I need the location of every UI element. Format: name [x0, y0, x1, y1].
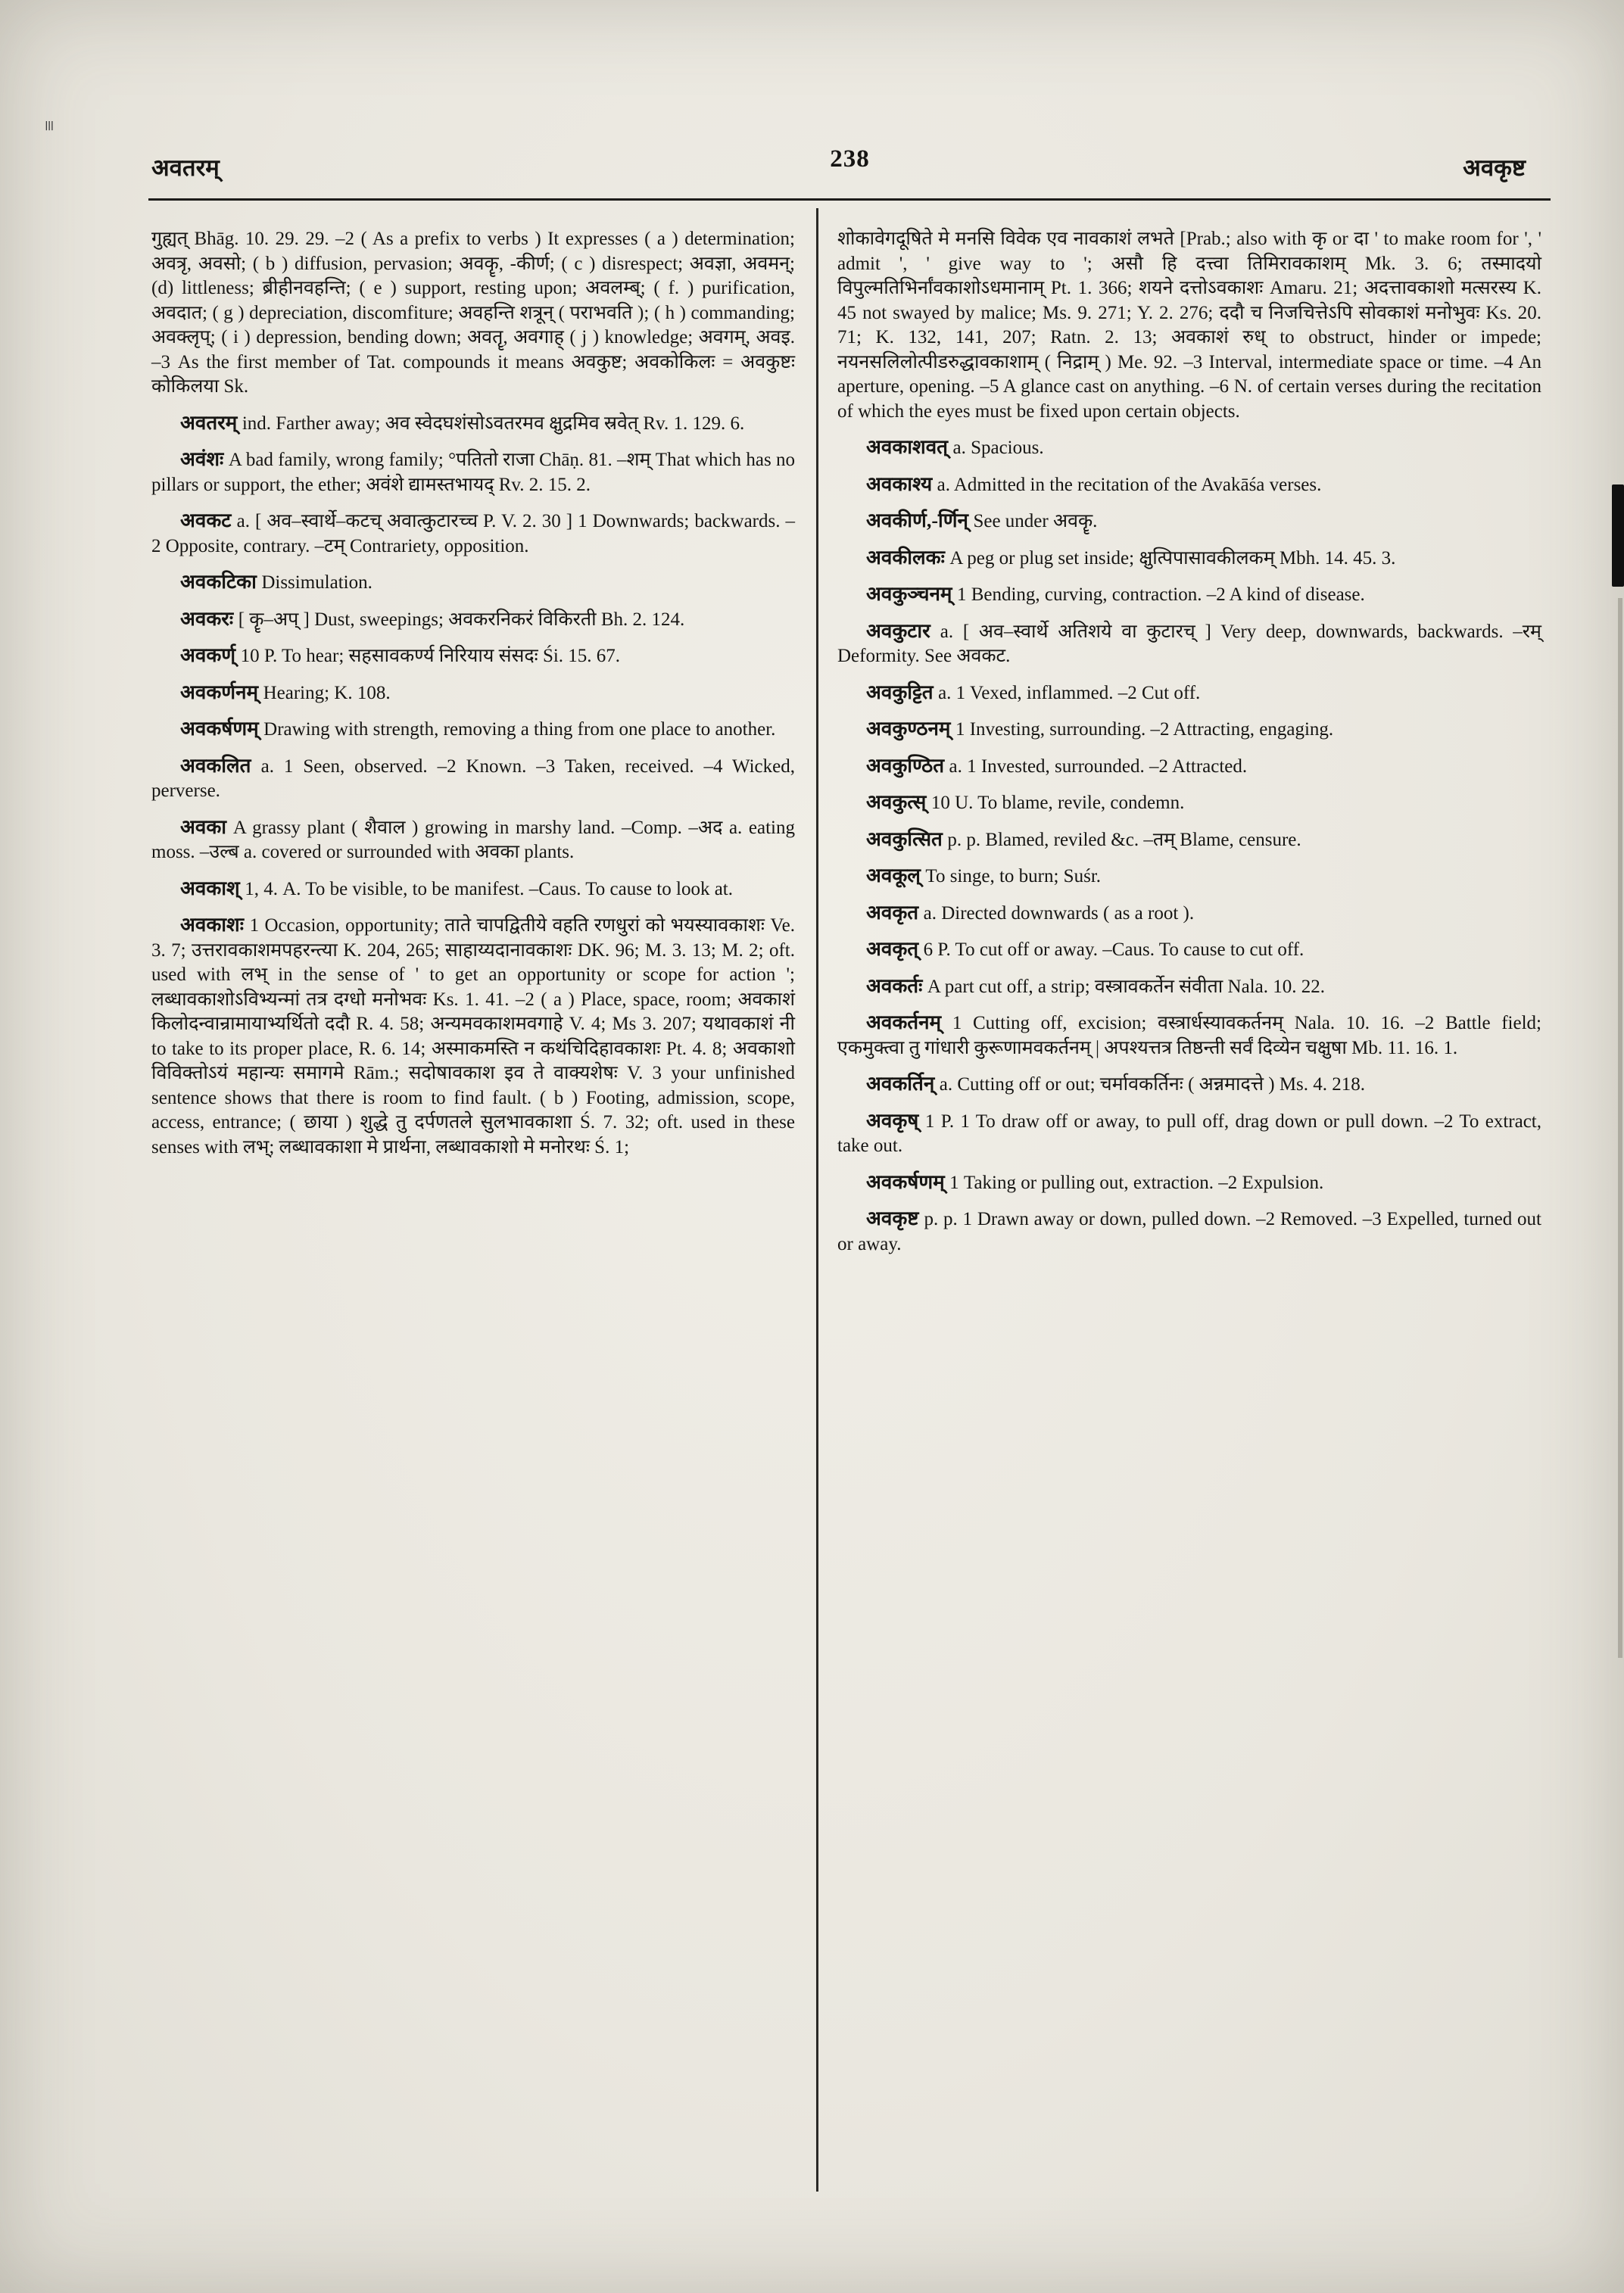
left-column: [151, 227, 795, 1267]
entry-headword: अवकर्षणम्: [866, 1170, 950, 1193]
dictionary-entry: [837, 435, 1541, 461]
entry-headword: अवकर्ण्: [180, 644, 241, 666]
scan-artifact-edge: [1618, 598, 1622, 1658]
dictionary-entry: [837, 545, 1541, 572]
dictionary-entry: [151, 876, 795, 902]
right-column: [837, 227, 1541, 1267]
dictionary-entry: [837, 827, 1541, 853]
entry-headword: अवकरः: [180, 607, 238, 630]
dictionary-entry: [151, 569, 795, 596]
dictionary-entry: [151, 753, 795, 804]
dictionary-entry: [837, 863, 1541, 889]
entry-body: 1 Taking or pulling out, extraction. –2 Expulsion.: [949, 1172, 1324, 1193]
entry-headword: अवकटिका: [180, 571, 262, 593]
dictionary-entry: [837, 227, 1541, 424]
dictionary-entry: [837, 936, 1541, 963]
entry-headword: अवकुण्ठनम्: [866, 718, 955, 740]
dictionary-entry: [837, 900, 1541, 927]
entry-body: a. 1 Invested, surrounded. –2 Attracted.: [949, 756, 1248, 777]
entry-body: a. 1 Seen, observed. –2 Known. –3 Taken, received. –4 Wicked, perverse.: [151, 756, 795, 801]
entry-headword: अवकृष्: [866, 1109, 925, 1132]
entry-headword: अवकूल्: [866, 865, 926, 886]
dictionary-entry: [837, 472, 1541, 498]
dictionary-entry: [837, 1071, 1541, 1098]
entry-headword: अवका: [180, 815, 233, 838]
entry-headword: अवकलित: [180, 754, 261, 777]
entry-body: a. Spacious.: [952, 438, 1044, 458]
entry-body: Dissimulation.: [261, 572, 372, 593]
dictionary-entry: [837, 1010, 1541, 1061]
dictionary-entry: [151, 447, 795, 497]
entry-body: ind. Farther away; अव स्वेदघशंसोऽवतरमव क्षुद्रमिव स्रवेत् Rv. 1. 129. 6.: [242, 413, 745, 434]
entry-headword: अवकुञ्चनम्: [866, 583, 957, 605]
dictionary-entry: [837, 790, 1541, 816]
dictionary-entry: [151, 606, 795, 633]
entry-headword: अवंशः: [180, 448, 229, 470]
entry-body: 1 Cutting off, excision; वस्त्रार्धस्यावकर्तनम् Nala. 10. 16. –2 Battle field; एकमुक्त्वा तु गांधारी कुरूणामवकर्तनम् | अपश्यत्तत्र तिष्ठन्ती सर्वं दिव्येन चक्षुषा Mb. 11. 16. 1.: [837, 1013, 1541, 1058]
entry-body: 10 U. To blame, revile, condemn.: [930, 793, 1185, 813]
scan-artifact-bar: [1612, 484, 1624, 587]
dictionary-entry: [837, 974, 1541, 1000]
entry-body: शोकावेगदूषिते मे मनसि विवेक एव नावकाशं लभते [Prab.; also with कृ or दा ' to make room for ', ' admit ', ' give way to '; असौ हि दत्त्वा तिमिरावकाशम् Mk. 3. 6; तस्मादयो विपुल्मतिभिर्नांवकाशोऽधमानाम् Pt. 1. 366; शयने दत्तोऽवकाशः Amaru. 21; अदत्तावकाशो मत्सरस्य K. 45 not swayed by malice; Ms. 9. 271; Y. 2. 276; ददौ च निजचित्तेऽपि सोवकाशं मनोभुवः Ks. 20. 71; K. 132, 141, 207; Ratn. 2. 13; अवकाशं रुध् to obstruct, hinder or impede; नयनसलिलोत्पीडरुद्धावकाशाम् ( निद्राम् ) Me. 92. –3 Interval, intermediate space or time. –4 An aperture, opening. –5 A glance cast on anything. –6 N. of certain verses during the recitation of which the eyes must be fixed upon certain objects.: [837, 229, 1541, 422]
entry-body: Hearing; K. 108.: [263, 682, 391, 703]
entry-headword: अवकुत्स्: [866, 791, 931, 813]
dictionary-entry: [151, 680, 795, 706]
entry-body: See under अवकॄ.: [973, 511, 1098, 531]
dictionary-entry: [151, 410, 795, 437]
dictionary-entry: [151, 227, 795, 400]
entry-headword: अवकर्तनम्: [866, 1011, 952, 1033]
entry-body: To singe, to burn; Suśr.: [925, 866, 1102, 886]
entry-body: a. Directed downwards ( as a root ).: [923, 902, 1195, 924]
entry-body: गुह्यत् Bhāg. 10. 29. 29. –2 ( As a prefix to verbs ) It expresses ( a ) determination; अवत्रृ, अवसो; ( b ) diffusion, pervasion; अवकॄ, -कीर्ण; ( c ) disrespect; अवज्ञा, अवमन्; (d) littleness; ब्रीहीनवहन्ति; ( e ) support, resting upon; अवलम्ब्; ( f. ) purification, अवदात; ( g ) depreciation, discomfiture; अवहन्ति शत्रून् ( पराभवति ); ( h ) commanding; अवक्लृप्; ( i ) depression, bending down; अवतॄ, अवगाह् ( j ) knowledge; अवगम्, अवइ. –3 As the first member of Tat. compounds it means अवकुष्ट; अवकोकिलः = अवकुष्टः कोकिलया Sk.: [151, 229, 795, 397]
entry-body: [ कॄ–अप् ] Dust, sweepings; अवकरनिकरं विकिरती Bh. 2. 124.: [238, 609, 685, 630]
entry-body: p. p. Blamed, reviled &c. –तम् Blame, censure.: [947, 829, 1301, 850]
dictionary-entry: [151, 912, 795, 1160]
entry-headword: अवकीर्ण,-र्णिन्: [866, 509, 974, 531]
dictionary-entry: [151, 508, 795, 559]
header-headword-left: अवतरम्: [151, 154, 220, 181]
entry-body: 1 Investing, surrounding. –2 Attracting, engaging.: [955, 719, 1334, 740]
entry-headword: अवकर्तिन्: [866, 1073, 940, 1095]
header-headword-right: अवकृष्ट: [1463, 154, 1526, 181]
dictionary-entry: [837, 618, 1541, 669]
header-rule: [148, 198, 1551, 201]
text-columns: [151, 227, 1548, 1267]
dictionary-entry: [837, 1206, 1541, 1257]
entry-body: A grassy plant ( शैवाल ) growing in marshy land. –Comp. –अद a. eating moss. –उल्ब a. covered or surrounded with अवका plants.: [151, 817, 795, 862]
dictionary-entry: [837, 581, 1541, 608]
entry-headword: अवकर्णनम्: [180, 681, 263, 703]
dictionary-entry: [837, 753, 1541, 780]
dictionary-entry: [837, 716, 1541, 743]
page-number: 238: [830, 145, 870, 173]
entry-headword: अवतरम्: [180, 411, 242, 434]
entry-headword: अवकर्तः: [866, 974, 927, 997]
entry-body: 1 Occasion, opportunity; ताते चापद्वितीये वहति रणधुरां को भयस्यावकाशः Ve. 3. 7; उत्तरावकाशमपहरन्त्या K. 204, 265; साहाय्यदानावकाशः DK. 96; M. 3. 13; M. 2; oft. used with लभ् in the sense of ' to get an opportunity or scope for action '; लब्धावकाशोऽविभ्यन्मां तत्र दग्धो मनोभवः Ks. 1. 41. –2 ( a ) Place, space, room; अवकाशं किलोदन्वान्रामायाभ्यर्थितो ददौ R. 4. 58; अन्यमवकाशमवगाहे V. 4; Ms 3. 207; यथावकाशं नी to take to its proper place, R. 6. 14; अस्माकमस्ति न कथंचिदिहावकाशः Pt. 4. 8; अवकाशो विविक्तोऽयं महान्यः समागमे Rām.; सदोषावकाश इव ते वाक्यशेषः V. 3 your unfinished sentence shows that there is room to find fault. ( b ) Footing, admission, scope, access, entrance; ( छाया ) शुद्धे तु दर्पणतले सुलभावकाशा Ś. 7. 32; oft. used in these senses with लभ्; लब्धावकाशा मे प्रार्थना, लब्धावकाशो मे मनोरथः Ś. 1;: [151, 915, 795, 1157]
entry-body: A part cut off, a strip; वस्त्रावकर्तेन संवीता Nala. 10. 22.: [927, 976, 1325, 997]
entry-headword: अवकृत: [866, 901, 924, 924]
entry-headword: अवकर्षणम्: [180, 718, 264, 740]
dictionary-entry: [151, 643, 795, 669]
entry-body: a. [ अव–स्वार्थे अतिशये वा कुटारच् ] Very deep, downwards, backwards. –रम् Deformity. See अवकट.: [837, 621, 1541, 666]
entry-headword: अवकृत्: [866, 938, 924, 960]
entry-body: a. [ अव–स्वार्थे–कटच् अवात्कुटारच्च P. V. 2. 30 ] 1 Downwards; backwards. –2 Opposite, contrary. –टम् Contrariety, opposition.: [151, 511, 795, 556]
entry-headword: अवकाशः: [180, 914, 250, 936]
dictionary-entry: [837, 508, 1541, 534]
entry-headword: अवकुत्सित: [866, 827, 948, 850]
entry-body: 1 P. 1 To draw off or away, to pull off, drag down or pull down. –2 To extract, take out.: [837, 1111, 1541, 1156]
page-header: [151, 145, 1548, 183]
margin-mark: ≡: [38, 120, 61, 130]
entry-body: A bad family, wrong family; °पतितो राजा Chāṇ. 81. –शम् That which has no pillars or support, the ether; अवंशे द्यामस्तभायद् Rv. 2. 15. 2.: [151, 450, 795, 495]
entry-body: a. 1 Vexed, inflammed. –2 Cut off.: [938, 682, 1201, 703]
entry-headword: अवकीलकः: [866, 546, 950, 569]
dictionary-entry: [151, 716, 795, 743]
entry-body: Drawing with strength, removing a thing from one place to another.: [263, 719, 776, 740]
entry-headword: अवकुण्ठित: [866, 754, 949, 777]
entry-headword: अवकाश्: [180, 877, 245, 899]
entry-headword: अवकाश्य: [866, 472, 937, 495]
dictionary-entry: [837, 1170, 1541, 1196]
entry-body: 10 P. To hear; सहसावकर्ण्य निरियाय संसदः Śi. 15. 67.: [240, 646, 621, 666]
entry-body: p. p. 1 Drawn away or down, pulled down. –2 Removed. –3 Expelled, turned out or away.: [837, 1209, 1541, 1254]
dictionary-entry: [837, 1108, 1541, 1159]
entry-headword: अवकाशवत्: [866, 436, 953, 458]
entry-headword: अवकुट्टित: [866, 681, 939, 703]
entry-body: 6 P. To cut off or away. –Caus. To cause to cut off.: [923, 939, 1304, 960]
dictionary-entry: [151, 815, 795, 865]
entry-body: a. Admitted in the recitation of the Avakāśa verses.: [937, 474, 1322, 495]
entry-headword: अवकृष्ट: [866, 1207, 924, 1229]
entry-body: a. Cutting off or out; चर्मावकर्तिनः ( अन्नमादत्ते ) Ms. 4. 218.: [939, 1074, 1366, 1095]
entry-headword: अवकट: [180, 509, 237, 531]
entry-body: 1 Bending, curving, contraction. –2 A kind of disease.: [956, 584, 1365, 605]
dictionary-entry: [837, 680, 1541, 706]
entry-headword: अवकुटार: [866, 619, 940, 642]
entry-body: A peg or plug set inside; क्षुत्पिपासावकीलकम् Mbh. 14. 45. 3.: [949, 547, 1396, 569]
entry-body: 1, 4. A. To be visible, to be manifest. –Caus. To cause to look at.: [245, 878, 733, 899]
